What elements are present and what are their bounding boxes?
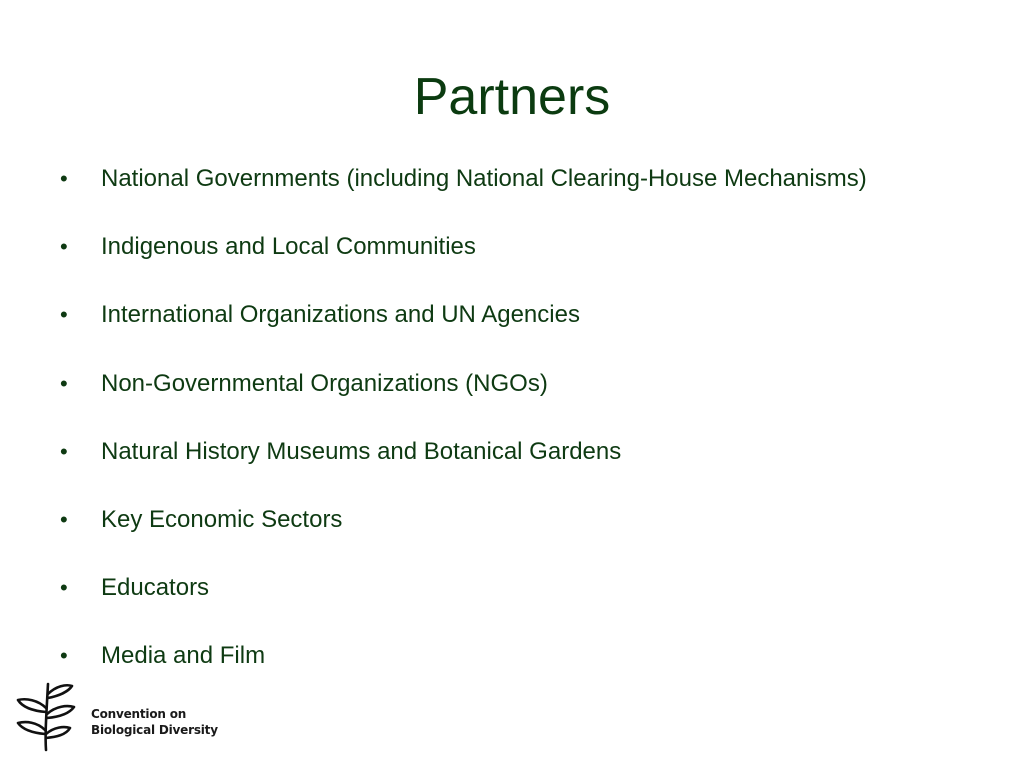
bullet-icon: •: [60, 370, 68, 396]
list-item: [60, 230, 1020, 298]
bullet-icon: •: [60, 506, 68, 532]
list-item: [60, 571, 1020, 639]
cbd-leaf-logo-icon: [12, 680, 82, 752]
bullet-icon: •: [60, 643, 68, 669]
list-item-text: Indigenous and Local Communities: [101, 233, 476, 261]
bullet-icon: •: [60, 302, 68, 328]
list-item: [60, 503, 1020, 571]
cbd-logo: [12, 680, 218, 752]
bullet-icon: •: [60, 575, 68, 601]
bullet-icon: •: [60, 166, 68, 191]
logo-text: [91, 706, 218, 738]
list-item-text: Non-Governmental Organizations (NGOs): [101, 369, 548, 397]
bullet-icon: •: [60, 234, 68, 260]
list-item: [60, 435, 1020, 503]
slide-title: Partners: [413, 68, 611, 126]
list-item-text: Media and Film: [101, 642, 266, 670]
list-item: [60, 639, 1020, 707]
logo-line-1: Convention on: [91, 707, 187, 721]
list-item-text: Key Economic Sectors: [101, 505, 343, 533]
list-item-text: National Governments (including National Clearing-House Mechanisms): [101, 165, 867, 192]
list-item-text: Educators: [101, 574, 210, 602]
list-item: [60, 162, 1020, 230]
list-item-text: Natural History Museums and Botanical Gardens: [101, 437, 622, 465]
list-item-text: International Organizations and UN Agencies: [101, 301, 580, 329]
bullet-icon: •: [60, 438, 68, 464]
partners-list: [60, 162, 1020, 708]
list-item: [60, 298, 1020, 366]
list-item: [60, 367, 1020, 435]
logo-line-2: Biological Diversity: [91, 723, 218, 737]
